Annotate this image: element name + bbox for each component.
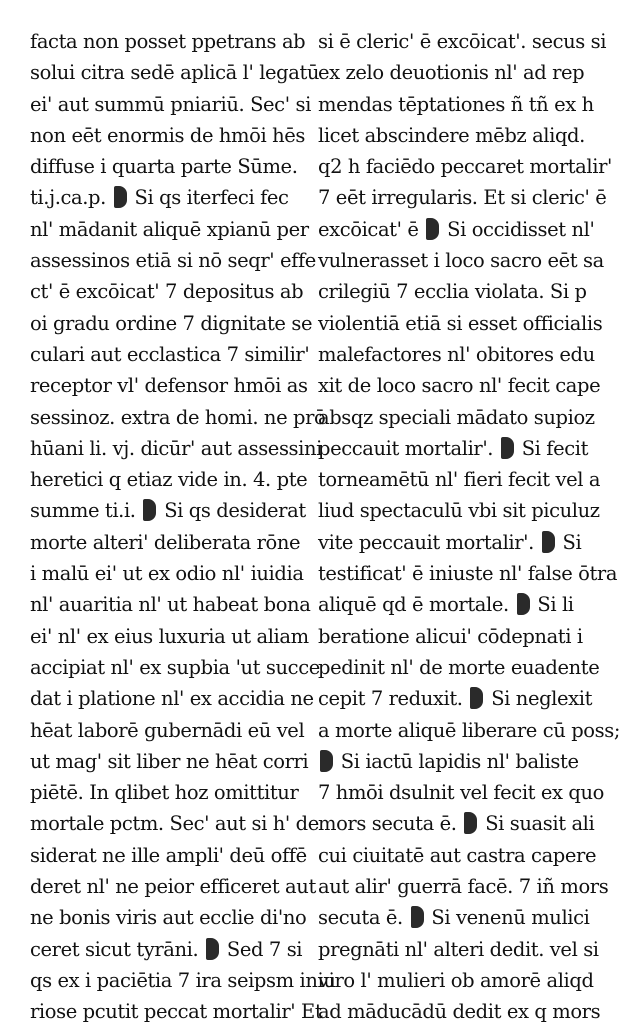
text-line: ceret sicut tyrāni. Sed 7 si (30, 937, 303, 961)
text-line: hūani li. vj. dicūr' aut assessini (30, 436, 322, 460)
paragraph-mark-icon (501, 437, 514, 459)
text-line: heretici q etiaz vide in. 4. pte (30, 468, 308, 492)
text-line: ad māducādū dedit ex q mors (318, 1000, 601, 1024)
paragraph-mark-icon (143, 499, 156, 521)
text-line: malefactores nl' obitores edu (318, 342, 595, 366)
text-line: cui ciuitatē aut castra capere (318, 843, 597, 867)
text-line: excōicat' ē Si occidisset nl' (318, 217, 595, 241)
text-line: mors secuta ē. Si suasit ali (318, 812, 595, 836)
text-line: cepit 7 reduxit. Si neglexit (318, 687, 593, 711)
text-line: peccauit mortalir'. Si fecit (318, 436, 589, 460)
text-line: diffuse i quarta parte Sūme. (30, 155, 298, 179)
paragraph-mark-icon (542, 531, 555, 553)
right-text-column (318, 26, 620, 1028)
text-line: aliquē qd ē mortale. Si li (318, 593, 574, 617)
text-line: dat i platione nl' ex accidia ne (30, 687, 314, 711)
text-line: i malū ei' ut ex odio nl' iuidia (30, 562, 304, 586)
text-line: ex zelo deuotionis nl' ad rep (318, 61, 585, 85)
text-line: liud spectaculū vbi sit piculuz (318, 499, 600, 523)
text-line: si ē cleric' ē excōicat'. secus si (318, 30, 607, 53)
text-line: secuta ē. Si venenū mulici (318, 906, 590, 930)
text-line: nl' auaritia nl' ut habeat bona (30, 593, 311, 617)
text-line: aut alir' guerrā facē. 7 iñ mors (318, 875, 609, 899)
paragraph-mark-icon (470, 687, 483, 709)
text-line: viro l' mulieri ob amorē aliqd (318, 968, 594, 992)
text-line: mortale pctm. Sec' aut si h' de (30, 812, 319, 836)
text-line: mendas tēptationes ñ tñ ex h (318, 92, 594, 116)
text-line: testificat' ē iniuste nl' false ōtra (318, 562, 618, 586)
text-line: absqz speciali mādato supioz (318, 405, 595, 429)
text-line: ti.j.ca.p. Si qs iterfeci fec (30, 186, 289, 210)
text-line: pregnāti nl' alteri dedit. vel si (318, 937, 599, 961)
text-line: beratione alicui' cōdepnati i (318, 624, 583, 648)
text-line: a morte aliquē liberare cū poss; (318, 718, 620, 742)
text-line: q2 h faciēdo peccaret mortalir' (318, 155, 612, 179)
text-line: violentiā etiā si esset officialis (318, 311, 603, 335)
text-line: ne bonis viris aut ecclie di'no (30, 906, 307, 930)
text-line: facta non posset ppetrans ab (30, 30, 306, 53)
text-line: 7 hmōi dsulnit vel fecit ex quo (318, 781, 605, 805)
text-line: nl' mādanit aliquē xpianū per (30, 217, 309, 241)
text-line: siderat ne ille ampli' deū offē (30, 843, 307, 867)
paragraph-mark-icon (411, 906, 424, 928)
paragraph-mark-icon (517, 593, 530, 615)
text-line: xit de loco sacro nl' fecit cape (318, 374, 601, 398)
text-line: deret nl' ne peior efficeret aut (30, 875, 316, 899)
paragraph-mark-icon (464, 812, 477, 834)
text-line: oi gradu ordine 7 dignitate se (30, 311, 313, 335)
paragraph-mark-icon (426, 218, 439, 240)
text-line: crilegiū 7 ecclia violata. Si p (318, 280, 587, 304)
paragraph-mark-icon (114, 186, 127, 208)
text-line: pedinit nl' de morte euadente (318, 655, 600, 679)
text-line: torneamētū nl' fieri fecit vel a (318, 468, 601, 492)
text-line: assessinos etiā si nō seqr' effe (30, 249, 316, 273)
text-line: ei' aut summū pniariū. Sec' si (30, 92, 311, 116)
text-line: ct' ē excōicat' 7 depositus ab (30, 280, 304, 304)
text-line: receptor vl' defensor hmōi as (30, 374, 308, 398)
text-line: riose pcutit peccat mortalir' Et (30, 1000, 323, 1024)
text-line: piētē. In qlibet hoz omittitur (30, 781, 299, 805)
text-line: 7 eēt irregularis. Et si cleric' ē (318, 186, 607, 210)
paragraph-mark-icon (206, 938, 219, 960)
text-line: hēat laborē gubernādi eū vel (30, 718, 305, 742)
text-line: sessinoz. extra de homi. ne prō (30, 405, 326, 429)
text-line: non eēt enormis de hmōi hēs (30, 123, 306, 147)
text-line: licet abscindere mēbz aliqd. (318, 123, 585, 147)
text-line: Si iactū lapidis nl' baliste (318, 746, 592, 777)
left-text-column (30, 26, 336, 1028)
text-line: solui citra sedē aplicā l' legatū (30, 61, 320, 85)
paragraph-mark-icon (320, 750, 333, 772)
text-line: ut mag' sit liber ne hēat corri (30, 749, 309, 773)
text-line: qs ex i paciētia 7 ira seipsm iniu (30, 968, 336, 992)
text-line: ei' nl' ex eius luxuria ut aliam (30, 624, 309, 648)
text-line: vite peccauit mortalir'. Si (318, 530, 582, 554)
text-line: culari aut ecclastica 7 similir' (30, 342, 310, 366)
text-line: accipiat nl' ex supbia 'ut succe (30, 655, 320, 679)
text-line: summe ti.i. Si qs desiderat (30, 499, 306, 523)
text-line: morte alteri' deliberata rōne (30, 530, 301, 554)
text-line: vulnerasset i loco sacro eēt sa (318, 249, 604, 273)
